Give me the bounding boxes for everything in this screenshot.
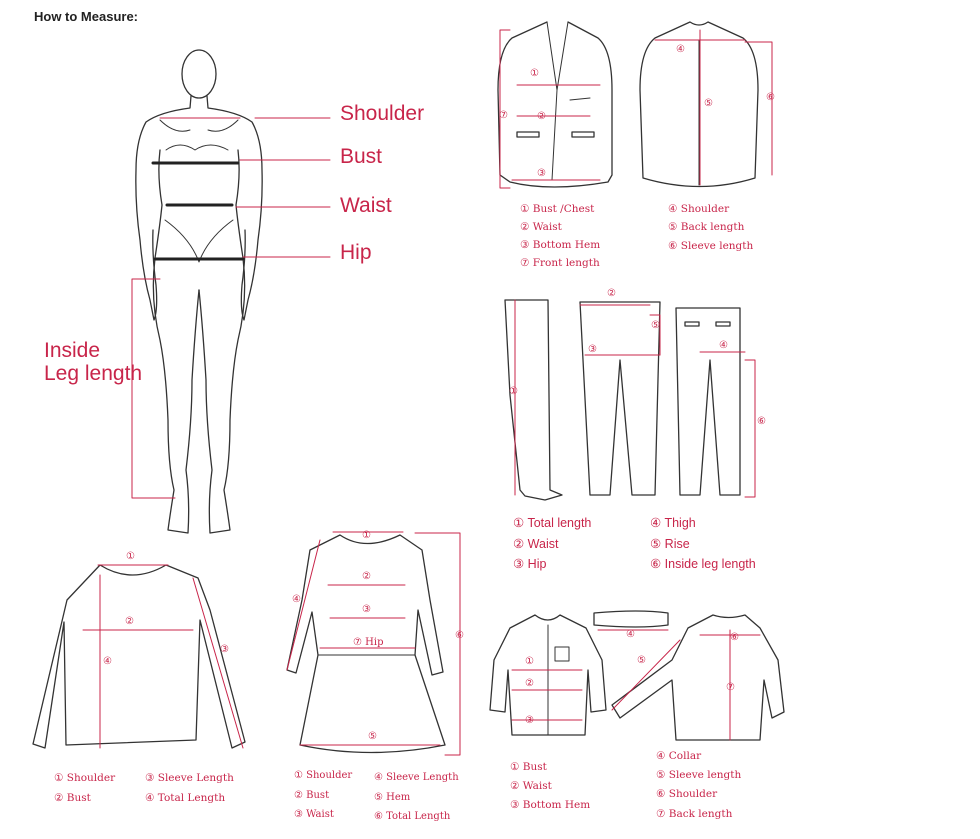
dress-legend-item: ⑥ Total Length [374,811,451,822]
shirt-marker: ④ [626,629,635,640]
pants-marker: ① [509,386,518,397]
top-marker: ① [126,551,135,562]
suit-legend-item: ④ Shoulder [668,203,730,215]
shirt-legend-item: ⑥ Shoulder [656,788,718,800]
shirt-front-sketch [490,615,606,735]
dress-marker: ④ [292,594,301,605]
shirt-marker: ③ [525,715,534,726]
dress-marker: ③ [362,604,371,615]
suit-back-sketch [640,22,758,187]
dress-marker: ⑦ Hip [353,637,384,648]
pants-marker: ④ [719,340,728,351]
suit-marker: ⑤ [704,98,713,109]
dress-marker: ② [362,571,371,582]
dress-legend-item: ① Shoulder [294,770,353,781]
top-legend-item: ④ Total Length [145,792,226,804]
shoulder-label: Shoulder [340,102,425,125]
top-marker: ③ [220,644,229,655]
shirt-marker: ① [525,656,534,667]
page-title: How to Measure: [34,9,139,24]
long-sleeve-top-sketch [33,565,245,748]
dress-marker: ⑥ [455,630,464,641]
hip-label: Hip [340,241,372,264]
dress-marker: ⑤ [368,731,377,742]
suit-legend-item: ③ Bottom Hem [520,239,601,251]
suit-marker: ④ [676,44,685,55]
pants-legend-item: ④ Thigh [650,516,696,530]
top-marker: ④ [103,656,112,667]
shirt-marker: ② [525,678,534,689]
suit-marker: ⑥ [766,92,775,103]
body-figure [136,50,262,533]
pants-marker: ⑥ [757,416,766,427]
waist-label: Waist [340,194,392,217]
pants-legend-item: ⑥ Inside leg length [650,557,756,571]
suit-legend-item: ⑥ Sleeve length [668,240,754,252]
suit-marker: ① [530,68,539,79]
suit-marker: ③ [537,168,546,179]
shirt-legend-item: ③ Bottom Hem [510,799,591,811]
shirt-legend-item: ⑤ Sleeve length [656,769,742,781]
top-marker: ② [125,616,134,627]
dress-marker: ① [362,530,371,541]
top-legend-item: ① Shoulder [54,772,116,784]
dress-legend-item: ④ Sleeve Length [374,772,459,783]
shirt-legend-item: ② Waist [510,780,552,792]
shirt-marker: ⑦ [726,682,735,693]
dress-legend-item: ③ Waist [294,809,334,820]
pants-legend-item: ③ Hip [513,557,547,571]
pants-legend-item: ① Total length [513,516,592,530]
suit-legend-item: ⑤ Back length [668,221,745,233]
suit-legend-item: ② Waist [520,221,562,233]
suit-marker: ② [537,111,546,122]
shirt-back-sketch [612,615,784,740]
shirt-marker: ⑥ [730,632,739,643]
top-legend-item: ② Bust [54,792,91,804]
pants-marker: ⑤ [651,320,660,331]
shirt-marker: ⑤ [637,655,646,666]
pants-sketches [505,300,740,500]
top-legend-item: ③ Sleeve Length [145,772,234,784]
inside-leg-label-line2: Leg length [44,362,143,385]
pants-legend-item: ⑤ Rise [650,537,690,551]
pants-marker: ③ [588,344,597,355]
shirt-legend-item: ① Bust [510,761,547,773]
suit-marker: ⑦ [499,110,508,121]
dress-legend-item: ② Bust [294,790,330,801]
suit-legend-item: ① Bust /Chest [520,203,595,215]
shirt-legend-item: ⑦ Back length [656,808,733,820]
collar-sketch [594,611,668,627]
suit-legend-item: ⑦ Front length [520,257,600,269]
suit-front-sketch [498,22,612,187]
pants-legend-item: ② Waist [513,537,559,551]
inside-leg-label-line1: Inside [44,339,101,362]
bust-label: Bust [340,145,383,168]
pants-marker: ② [607,288,616,299]
dress-legend-item: ⑤ Hem [374,792,411,803]
shirt-legend-item: ④ Collar [656,750,702,762]
